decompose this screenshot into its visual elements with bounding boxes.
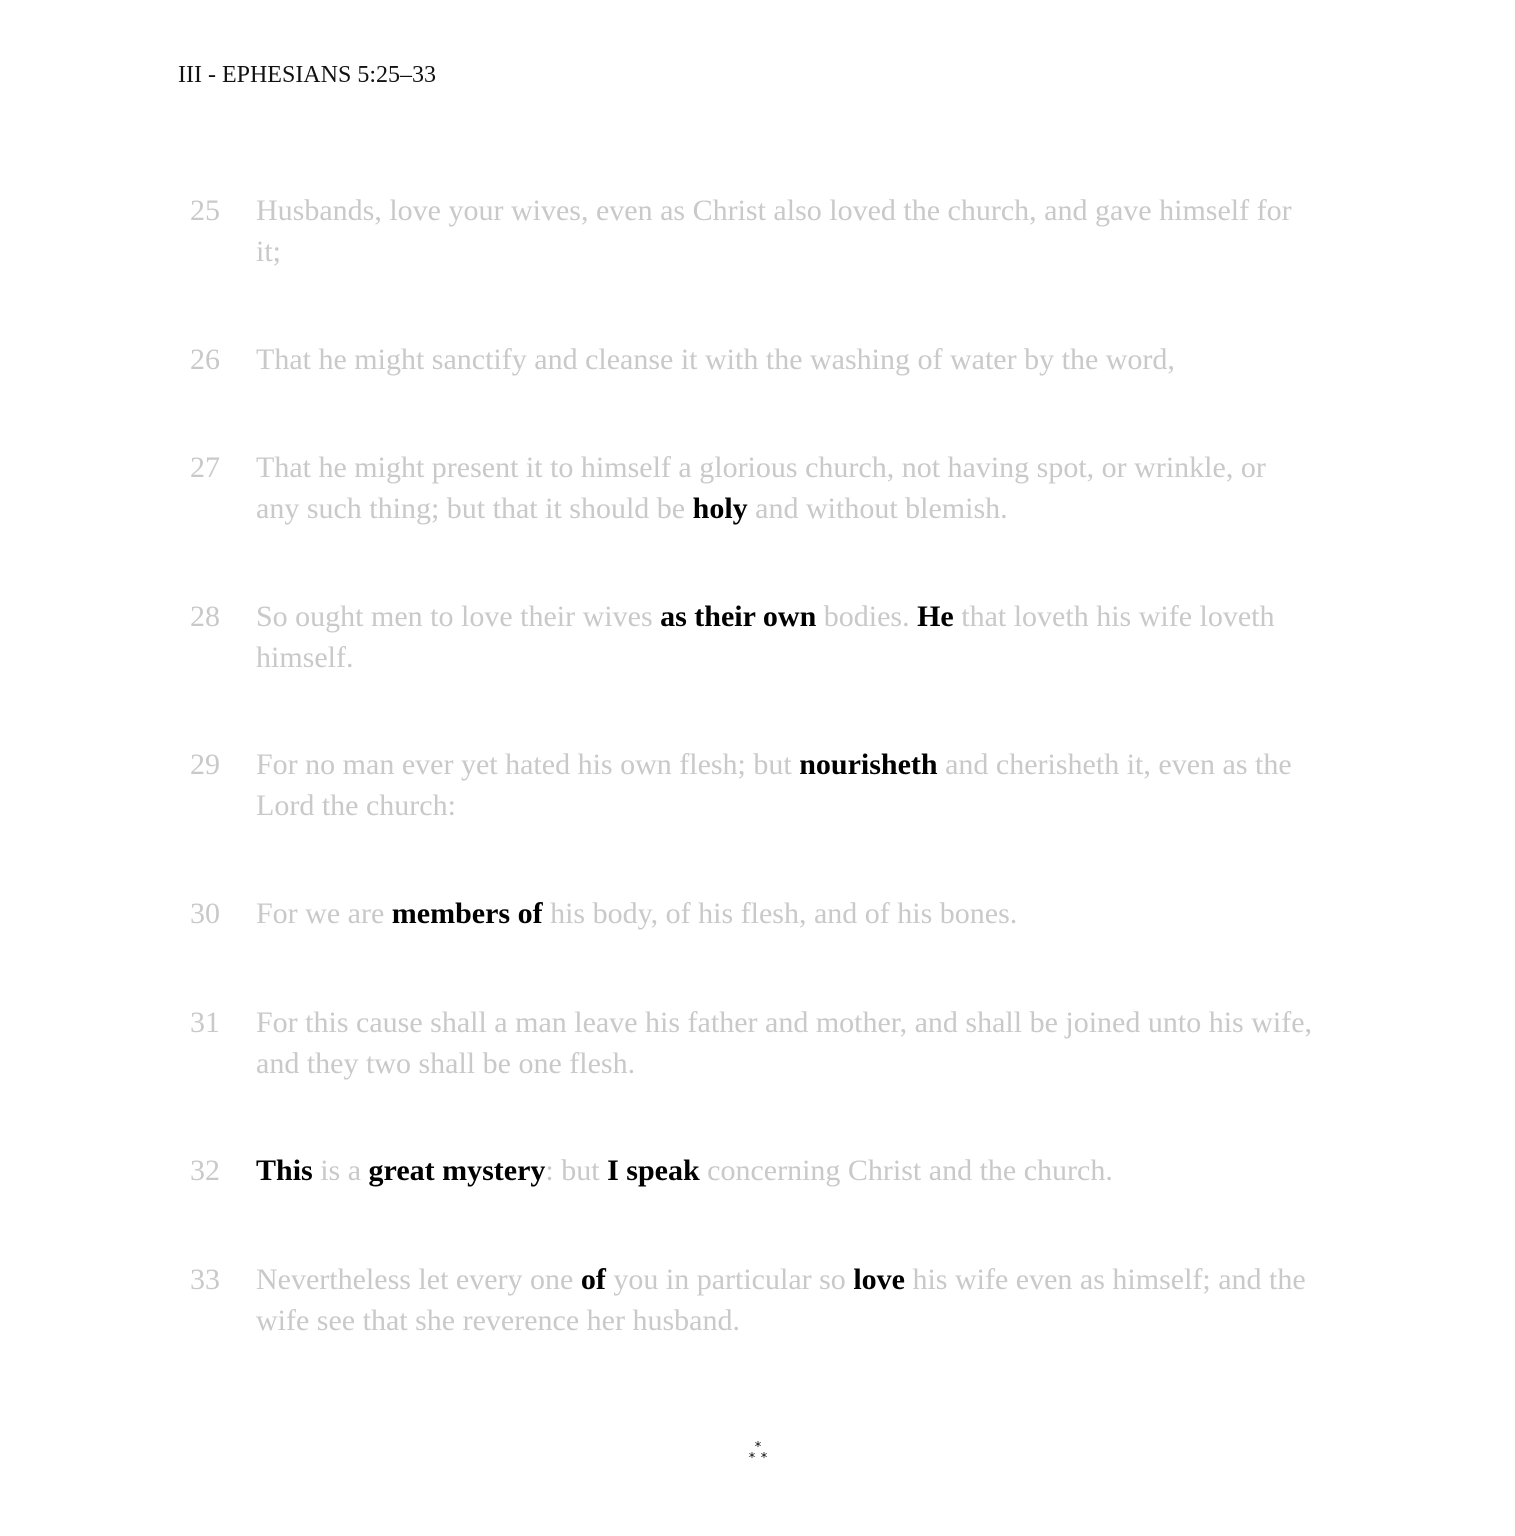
- verse-segment: is a: [312, 1154, 369, 1187]
- highlighted-word: of: [580, 1263, 606, 1296]
- highlighted-word: nourisheth: [799, 748, 938, 781]
- verse-number: 28: [190, 600, 220, 633]
- verse-number: 33: [190, 1263, 220, 1296]
- highlighted-word: I speak: [607, 1154, 700, 1187]
- verse-segment: Husbands, love your wives, even as Christ also loved the church, and gave himself for it;: [256, 194, 1292, 268]
- verse-text: [256, 190, 1316, 272]
- verse-text: [256, 1150, 1316, 1191]
- verse-number: 30: [190, 897, 220, 930]
- highlighted-word: He: [917, 600, 954, 633]
- verse-number: 25: [190, 194, 220, 227]
- asterism-icon: [738, 1440, 778, 1470]
- verse-text: [256, 339, 1316, 380]
- verse-segment: Nevertheless let every one: [256, 1263, 581, 1296]
- verse-segment: For no man ever yet hated his own flesh; but: [256, 748, 800, 781]
- verse-segment: So ought men to love their wives: [256, 600, 661, 633]
- verse-segment: That he might sanctify and cleanse it with the washing of water by the word,: [256, 343, 1175, 376]
- svg-text:*: *: [760, 1451, 768, 1466]
- highlighted-word: holy: [692, 492, 748, 525]
- verse-number: 29: [190, 748, 220, 781]
- verse-text: [256, 1259, 1316, 1341]
- verse-number: 32: [190, 1154, 220, 1187]
- verse-segment: bodies.: [816, 600, 918, 633]
- highlighted-word: as their own: [660, 600, 817, 633]
- svg-text:*: *: [748, 1451, 756, 1466]
- verse-text: [256, 596, 1316, 678]
- verse-segment: you in particular so: [605, 1263, 854, 1296]
- verse-text: [256, 1002, 1316, 1084]
- verse-segment: that loveth his wife loveth himself.: [256, 600, 1275, 674]
- verse-segment: and cherisheth it, even as the Lord the church:: [256, 748, 1292, 822]
- highlighted-word: This: [256, 1154, 313, 1187]
- verse-number: 27: [190, 451, 220, 484]
- page-header: III - EPHESIANS 5:25–33: [178, 62, 436, 88]
- verse-text: [256, 744, 1316, 826]
- verse-segment: concerning Christ and the church.: [699, 1154, 1113, 1187]
- verse-text: [256, 893, 1316, 934]
- verse-segment: : but: [545, 1154, 608, 1187]
- svg-text:*: *: [754, 1440, 762, 1455]
- highlighted-word: great mystery: [368, 1154, 546, 1187]
- verse-segment: and without blemish.: [747, 492, 1008, 525]
- verse-segment: For this cause shall a man leave his father and mother, and shall be joined unto his wife, and they two shall be one flesh.: [256, 1006, 1313, 1080]
- verse-number: 31: [190, 1006, 220, 1039]
- highlighted-word: members of: [391, 897, 543, 930]
- verse-number: 26: [190, 343, 220, 376]
- verse-segment: For we are: [256, 897, 392, 930]
- highlighted-word: love: [853, 1263, 905, 1296]
- verse-segment: his wife even as himself; and the wife see that she reverence her husband.: [256, 1263, 1306, 1337]
- verse-segment: his body, of his flesh, and of his bones.: [542, 897, 1018, 930]
- verse-segment: That he might present it to himself a glorious church, not having spot, or wrinkle, or any such thing; but that it should be: [256, 451, 1266, 525]
- verse-text: [256, 447, 1316, 529]
